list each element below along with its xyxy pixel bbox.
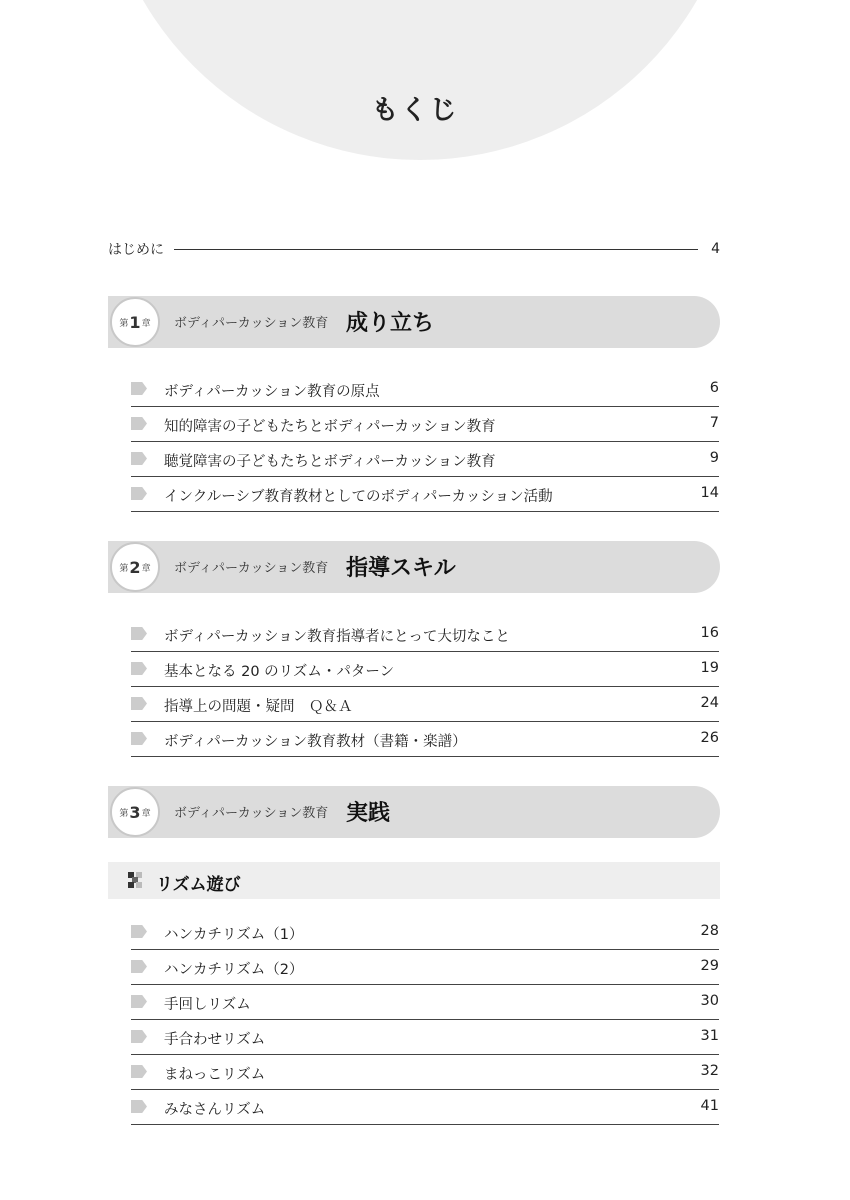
toc-entry-page: 14 (700, 485, 719, 501)
chapter-suffix: 章 (141, 318, 151, 329)
toc-entry-page: 28 (700, 923, 719, 939)
chapter-subtitle: ボディパーカッション教育 (174, 561, 329, 576)
arrow-bullet-icon (131, 487, 147, 500)
toc-entry-title: ハンカチリズム（2） (164, 962, 304, 978)
arrow-bullet-icon (131, 960, 147, 973)
toc-entry-title: 基本となる 20 のリズム・パターン (164, 664, 395, 680)
toc-entry-intro[interactable] (108, 238, 720, 260)
chapter-2-banner (108, 541, 720, 593)
chapter-prefix: 第 (119, 318, 129, 329)
chapter-subtitle: ボディパーカッション教育 (174, 806, 329, 821)
toc-entry-page: 16 (700, 625, 719, 641)
arrow-bullet-icon (131, 995, 147, 1008)
arrow-bullet-icon (131, 1100, 147, 1113)
toc-entry-page: 9 (709, 450, 719, 466)
toc-entry-page: 24 (700, 695, 719, 711)
chapter-number-badge (110, 542, 160, 592)
page-title: もくじ (371, 95, 459, 126)
section-title: リズム遊び (156, 875, 241, 895)
arrow-bullet-icon (131, 697, 147, 710)
toc-entry[interactable] (131, 950, 719, 985)
chapter-number: 1 (129, 312, 141, 332)
chapter-title: 指導スキル (346, 556, 456, 581)
arrow-bullet-icon (131, 732, 147, 745)
toc-entry[interactable] (131, 985, 719, 1020)
toc-entry-page: 32 (700, 1063, 719, 1079)
dotted-leader (174, 249, 698, 250)
toc-entry-title: ボディパーカッション教育指導者にとって大切なこと (164, 629, 510, 645)
arrow-bullet-icon (131, 382, 147, 395)
section-header-rhythm-play (108, 862, 720, 899)
arrow-bullet-icon (131, 662, 147, 675)
arrow-bullet-icon (131, 417, 147, 430)
toc-entry-title: 手合わせリズム (164, 1032, 266, 1048)
toc-entry-title: 聴覚障害の子どもたちとボディパーカッション教育 (164, 454, 496, 470)
toc-entry-page: 7 (709, 415, 719, 431)
toc-entry-page: 19 (700, 660, 719, 676)
toc-entry-title: まねっこリズム (164, 1067, 266, 1083)
toc-entry-title: 手回しリズム (164, 997, 251, 1013)
toc-entry[interactable] (131, 1090, 719, 1125)
arrow-bullet-icon (131, 627, 147, 640)
toc-entry[interactable] (131, 722, 719, 757)
chapter-title: 実践 (346, 801, 391, 826)
toc-entry-title: 指導上の問題・疑問 Ｑ＆Ａ (164, 699, 353, 715)
toc-entry-page: 30 (700, 993, 719, 1009)
toc-entry-title: はじめに (108, 242, 164, 258)
header-decoration-circle (100, 0, 740, 160)
chapter-3-banner (108, 786, 720, 838)
toc-entry[interactable] (131, 915, 719, 950)
toc-entry[interactable] (131, 617, 719, 652)
toc-entry-page: 41 (700, 1098, 719, 1114)
toc-entry-page: 26 (700, 730, 719, 746)
toc-entry-title: インクルーシブ教育教材としてのボディパーカッション活動 (164, 489, 553, 505)
toc-entry-title: 知的障害の子どもたちとボディパーカッション教育 (164, 419, 496, 435)
toc-entry-page: 4 (711, 241, 720, 257)
toc-entry[interactable] (131, 1020, 719, 1055)
toc-entry-page: 29 (700, 958, 719, 974)
checker-squares-icon (128, 872, 144, 888)
chapter-subtitle: ボディパーカッション教育 (174, 316, 329, 331)
toc-entry[interactable] (131, 477, 719, 512)
chapter-number-badge (110, 787, 160, 837)
toc-entry[interactable] (131, 687, 719, 722)
toc-entry-title: ボディパーカッション教育の原点 (164, 384, 380, 400)
toc-entry[interactable] (131, 372, 719, 407)
arrow-bullet-icon (131, 1065, 147, 1078)
toc-entry[interactable] (131, 407, 719, 442)
chapter-suffix: 章 (141, 563, 151, 574)
chapter-number: 3 (129, 802, 141, 822)
chapter-1-banner (108, 296, 720, 348)
arrow-bullet-icon (131, 452, 147, 465)
toc-entry-title: ハンカチリズム（1） (164, 927, 304, 943)
toc-entry[interactable] (131, 442, 719, 477)
chapter-number-badge (110, 297, 160, 347)
toc-entry-title: ボディパーカッション教育教材（書籍・楽譜） (164, 734, 467, 750)
chapter-suffix: 章 (141, 808, 151, 819)
chapter-prefix: 第 (119, 563, 129, 574)
arrow-bullet-icon (131, 925, 147, 938)
arrow-bullet-icon (131, 1030, 147, 1043)
chapter-number: 2 (129, 557, 141, 577)
toc-entry-title: みなさんリズム (164, 1102, 266, 1118)
chapter-prefix: 第 (119, 808, 129, 819)
toc-entry-page: 6 (709, 380, 719, 396)
toc-entry-page: 31 (700, 1028, 719, 1044)
toc-entry[interactable] (131, 1055, 719, 1090)
chapter-title: 成り立ち (346, 311, 435, 336)
toc-entry[interactable] (131, 652, 719, 687)
